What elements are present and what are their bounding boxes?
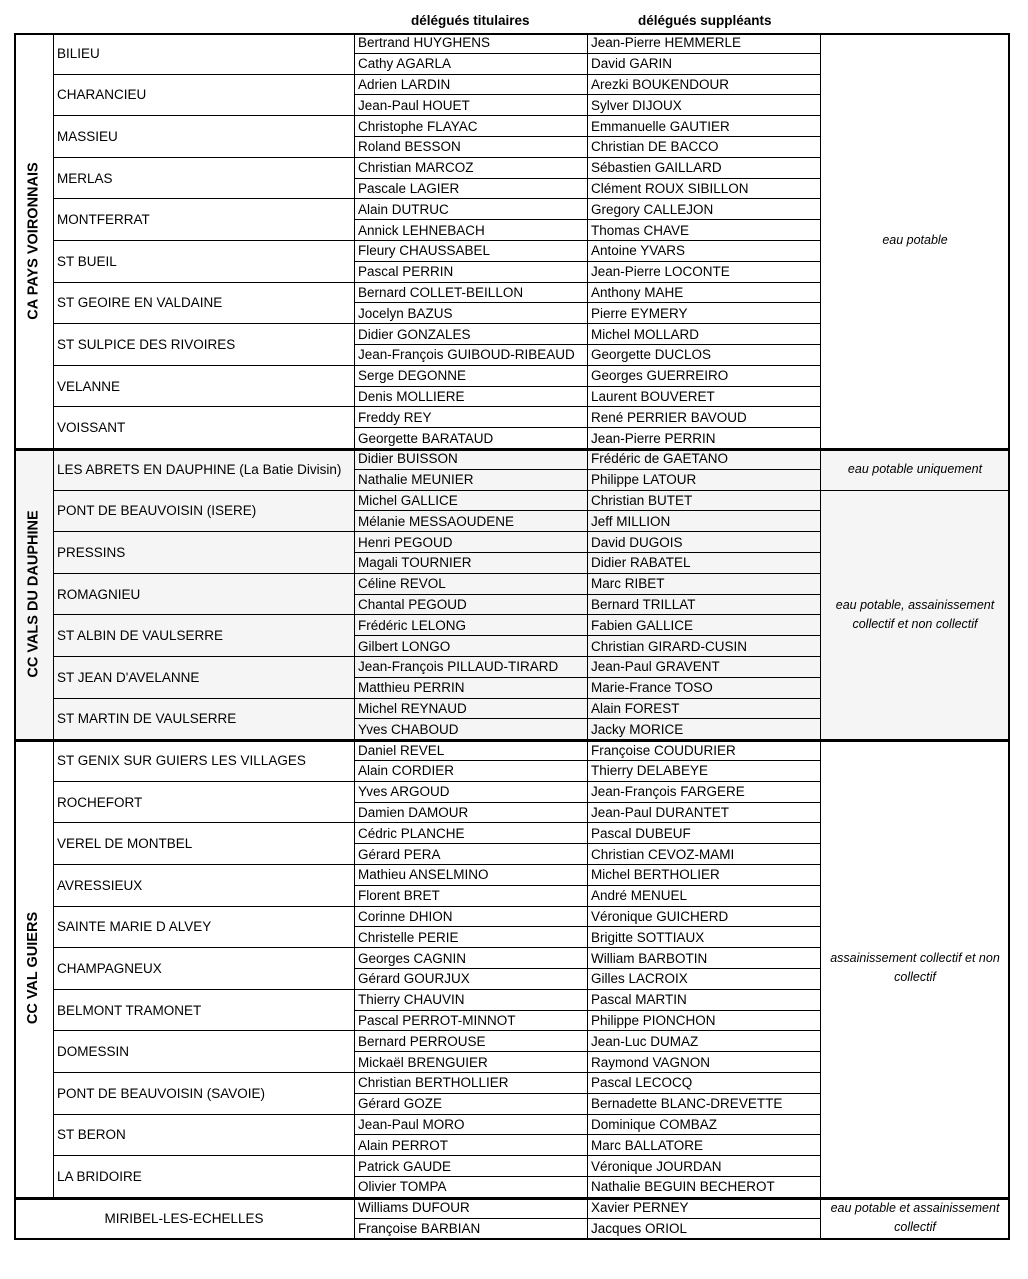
suppleant-name: Gregory CALLEJON <box>588 199 821 220</box>
titulaire-name: Jocelyn BAZUS <box>355 303 588 324</box>
commune-name: ROMAGNIEU <box>54 574 355 616</box>
titulaire-name: Frédéric LELONG <box>355 615 588 636</box>
commune-name: VELANNE <box>54 366 355 408</box>
commune-name: CHAMPAGNEUX <box>54 948 355 990</box>
group-label <box>14 449 54 740</box>
suppleant-name: Jean-Pierre HEMMERLE <box>588 33 821 54</box>
commune-name: PONT DE BEAUVOISIN (SAVOIE) <box>54 1073 355 1115</box>
titulaire-name: Pascal PERRIN <box>355 262 588 283</box>
titulaire-name: Pascal PERROT-MINNOT <box>355 1011 588 1032</box>
suppleant-name: Gilles LACROIX <box>588 969 821 990</box>
group-label <box>14 740 54 1198</box>
commune-name: MONTFERRAT <box>54 199 355 241</box>
suppleant-name: Jean-Paul GRAVENT <box>588 657 821 678</box>
commune-name: VOISSANT <box>54 407 355 449</box>
suppleant-name: Didier RABATEL <box>588 553 821 574</box>
suppleant-name: Pascal MARTIN <box>588 990 821 1011</box>
titulaire-name: Pascale LAGIER <box>355 179 588 200</box>
titulaire-name: Chantal PEGOUD <box>355 595 588 616</box>
titulaire-name: Mélanie MESSAOUDENE <box>355 511 588 532</box>
commune-name: MASSIEU <box>54 116 355 158</box>
titulaire-name: Cathy AGARLA <box>355 54 588 75</box>
titulaire-name: Alain CORDIER <box>355 761 588 782</box>
suppleant-name: Clément ROUX SIBILLON <box>588 179 821 200</box>
commune-name: ST SULPICE DES RIVOIRES <box>54 324 355 366</box>
titulaire-name: Denis MOLLIERE <box>355 387 588 408</box>
titulaire-name: Alain PERROT <box>355 1135 588 1156</box>
suppleant-name: Michel BERTHOLIER <box>588 865 821 886</box>
titulaire-name: Bernard PERROUSE <box>355 1031 588 1052</box>
group-name: CC VAL GUIERS <box>25 912 42 1025</box>
commune-name: ST ALBIN DE VAULSERRE <box>54 615 355 657</box>
titulaire-name: Mathieu ANSELMINO <box>355 865 588 886</box>
titulaire-name: Christophe FLAYAC <box>355 116 588 137</box>
titulaire-name: Gérard GOZE <box>355 1094 588 1115</box>
competence-note: assainissement collectif et non collectif <box>821 740 1010 1198</box>
titulaire-name: Williams DUFOUR <box>355 1198 588 1219</box>
suppleant-name: Jean-Pierre LOCONTE <box>588 262 821 283</box>
suppleant-name: Christian DE BACCO <box>588 137 821 158</box>
commune-name: SAINTE MARIE D ALVEY <box>54 907 355 949</box>
suppleant-name: Laurent BOUVERET <box>588 387 821 408</box>
titulaire-name: Bernard COLLET-BEILLON <box>355 283 588 304</box>
suppleant-name: Jean-François FARGERE <box>588 782 821 803</box>
header-suppleants: délégués suppléants <box>638 13 772 28</box>
titulaire-name: Matthieu PERRIN <box>355 678 588 699</box>
suppleant-name: Véronique GUICHERD <box>588 907 821 928</box>
commune-name: ST GEOIRE EN VALDAINE <box>54 283 355 325</box>
titulaire-name: Françoise BARBIAN <box>355 1219 588 1240</box>
suppleant-name: Pascal LECOCQ <box>588 1073 821 1094</box>
suppleant-name: Françoise COUDURIER <box>588 740 821 761</box>
suppleant-name: Jean-Paul DURANTET <box>588 803 821 824</box>
suppleant-name: Thomas CHAVE <box>588 220 821 241</box>
suppleant-name: Philippe LATOUR <box>588 470 821 491</box>
suppleant-name: Thierry DELABEYE <box>588 761 821 782</box>
suppleant-name: Christian GIRARD-CUSIN <box>588 636 821 657</box>
suppleant-name: Raymond VAGNON <box>588 1052 821 1073</box>
titulaire-name: Michel REYNAUD <box>355 699 588 720</box>
commune-name: ST MARTIN DE VAULSERRE <box>54 699 355 741</box>
titulaire-name: Jean-François GUIBOUD-RIBEAUD <box>355 345 588 366</box>
suppleant-name: Jean-Pierre PERRIN <box>588 428 821 449</box>
titulaire-name: Henri PEGOUD <box>355 532 588 553</box>
titulaire-name: Yves ARGOUD <box>355 782 588 803</box>
titulaire-name: Yves CHABOUD <box>355 719 588 740</box>
suppleant-name: Alain FOREST <box>588 699 821 720</box>
suppleant-name: Anthony MAHE <box>588 283 821 304</box>
suppleant-name: Philippe PIONCHON <box>588 1011 821 1032</box>
suppleant-name: David GARIN <box>588 54 821 75</box>
commune-name: PRESSINS <box>54 532 355 574</box>
commune-name: VEREL DE MONTBEL <box>54 823 355 865</box>
suppleant-name: André MENUEL <box>588 886 821 907</box>
commune-name: AVRESSIEUX <box>54 865 355 907</box>
suppleant-name: Georges GUERREIRO <box>588 366 821 387</box>
commune-name: PONT DE BEAUVOISIN (ISERE) <box>54 491 355 533</box>
suppleant-name: Antoine YVARS <box>588 241 821 262</box>
suppleant-name: Emmanuelle GAUTIER <box>588 116 821 137</box>
titulaire-name: Patrick GAUDE <box>355 1156 588 1177</box>
suppleant-name: Jeff MILLION <box>588 511 821 532</box>
group-name: CA PAYS VOIRONNAIS <box>25 161 42 320</box>
titulaire-name: Annick LEHNEBACH <box>355 220 588 241</box>
commune-name: ROCHEFORT <box>54 782 355 824</box>
titulaire-name: Nathalie MEUNIER <box>355 470 588 491</box>
suppleant-name: Fabien GALLICE <box>588 615 821 636</box>
header-titulaires: délégués titulaires <box>411 13 530 28</box>
commune-name: LA BRIDOIRE <box>54 1156 355 1198</box>
group-label <box>14 33 54 449</box>
suppleant-name: Brigitte SOTTIAUX <box>588 927 821 948</box>
commune-name: BILIEU <box>54 33 355 75</box>
titulaire-name: Roland BESSON <box>355 137 588 158</box>
competence-note: eau potable, assainissement collectif et non collectif <box>821 491 1010 741</box>
titulaire-name: Mickaël BRENGUIER <box>355 1052 588 1073</box>
suppleant-name: Michel MOLLARD <box>588 324 821 345</box>
commune-name: ST GENIX SUR GUIERS LES VILLAGES <box>54 740 355 782</box>
suppleant-name: David DUGOIS <box>588 532 821 553</box>
commune-name: CHARANCIEU <box>54 75 355 117</box>
titulaire-name: Jean-François PILLAUD-TIRARD <box>355 657 588 678</box>
suppleant-name: Marc BALLATORE <box>588 1135 821 1156</box>
suppleant-name: Bernadette BLANC-DREVETTE <box>588 1094 821 1115</box>
titulaire-name: Magali TOURNIER <box>355 553 588 574</box>
suppleant-name: Arezki BOUKENDOUR <box>588 75 821 96</box>
titulaire-name: Gérard PERA <box>355 844 588 865</box>
titulaire-name: Adrien LARDIN <box>355 75 588 96</box>
suppleant-name: Pierre EYMERY <box>588 303 821 324</box>
titulaire-name: Jean-Paul MORO <box>355 1115 588 1136</box>
suppleant-name: Sylver DIJOUX <box>588 95 821 116</box>
competence-note: eau potable <box>821 33 1010 449</box>
commune-name: DOMESSIN <box>54 1031 355 1073</box>
commune-name: LES ABRETS EN DAUPHINE (La Batie Divisin) <box>54 449 355 491</box>
competence-note: eau potable uniquement <box>821 449 1010 491</box>
titulaire-name: Corinne DHION <box>355 907 588 928</box>
commune-name: ST BUEIL <box>54 241 355 283</box>
suppleant-name: Frédéric de GAETANO <box>588 449 821 470</box>
suppleant-name: Véronique JOURDAN <box>588 1156 821 1177</box>
suppleant-name: Bernard TRILLAT <box>588 595 821 616</box>
competence-note: eau potable et assainissement collectif <box>821 1198 1010 1240</box>
commune-name: MERLAS <box>54 158 355 200</box>
titulaire-name: Cédric PLANCHE <box>355 823 588 844</box>
suppleant-name: Marc RIBET <box>588 574 821 595</box>
titulaire-name: Serge DEGONNE <box>355 366 588 387</box>
suppleant-name: Jacques ORIOL <box>588 1219 821 1240</box>
titulaire-name: Gérard GOURJUX <box>355 969 588 990</box>
suppleant-name: Sébastien GAILLARD <box>588 158 821 179</box>
titulaire-name: Georgette BARATAUD <box>355 428 588 449</box>
titulaire-name: Olivier TOMPA <box>355 1177 588 1198</box>
suppleant-name: Marie-France TOSO <box>588 678 821 699</box>
titulaire-name: Christelle PERIE <box>355 927 588 948</box>
suppleant-name: Georgette DUCLOS <box>588 345 821 366</box>
titulaire-name: Didier GONZALES <box>355 324 588 345</box>
titulaire-name: Gilbert LONGO <box>355 636 588 657</box>
commune-name: ST JEAN D'AVELANNE <box>54 657 355 699</box>
titulaire-name: Fleury CHAUSSABEL <box>355 241 588 262</box>
suppleant-name: Xavier PERNEY <box>588 1198 821 1219</box>
titulaire-name: Alain DUTRUC <box>355 199 588 220</box>
titulaire-name: Bertrand HUYGHENS <box>355 33 588 54</box>
titulaire-name: Christian MARCOZ <box>355 158 588 179</box>
suppleant-name: Dominique COMBAZ <box>588 1115 821 1136</box>
suppleant-name: Pascal DUBEUF <box>588 823 821 844</box>
titulaire-name: Thierry CHAUVIN <box>355 990 588 1011</box>
titulaire-name: Daniel REVEL <box>355 740 588 761</box>
suppleant-name: Christian BUTET <box>588 491 821 512</box>
suppleant-name: Christian CEVOZ-MAMI <box>588 844 821 865</box>
suppleant-name: René PERRIER BAVOUD <box>588 407 821 428</box>
titulaire-name: Jean-Paul HOUET <box>355 95 588 116</box>
suppleant-name: Jacky MORICE <box>588 719 821 740</box>
titulaire-name: Michel GALLICE <box>355 491 588 512</box>
titulaire-name: Céline REVOL <box>355 574 588 595</box>
titulaire-name: Didier BUISSON <box>355 449 588 470</box>
commune-name: MIRIBEL-LES-ECHELLES <box>14 1198 355 1240</box>
titulaire-name: Freddy REY <box>355 407 588 428</box>
suppleant-name: Jean-Luc DUMAZ <box>588 1031 821 1052</box>
suppleant-name: William BARBOTIN <box>588 948 821 969</box>
titulaire-name: Florent BRET <box>355 886 588 907</box>
suppleant-name: Nathalie BEGUIN BECHEROT <box>588 1177 821 1198</box>
group-name: CC VALS DU DAUPHINE <box>25 510 42 678</box>
titulaire-name: Damien DAMOUR <box>355 803 588 824</box>
delegates-table <box>14 33 1010 1250</box>
commune-name: BELMONT TRAMONET <box>54 990 355 1032</box>
titulaire-name: Christian BERTHOLLIER <box>355 1073 588 1094</box>
commune-name: ST BERON <box>54 1115 355 1157</box>
titulaire-name: Georges CAGNIN <box>355 948 588 969</box>
